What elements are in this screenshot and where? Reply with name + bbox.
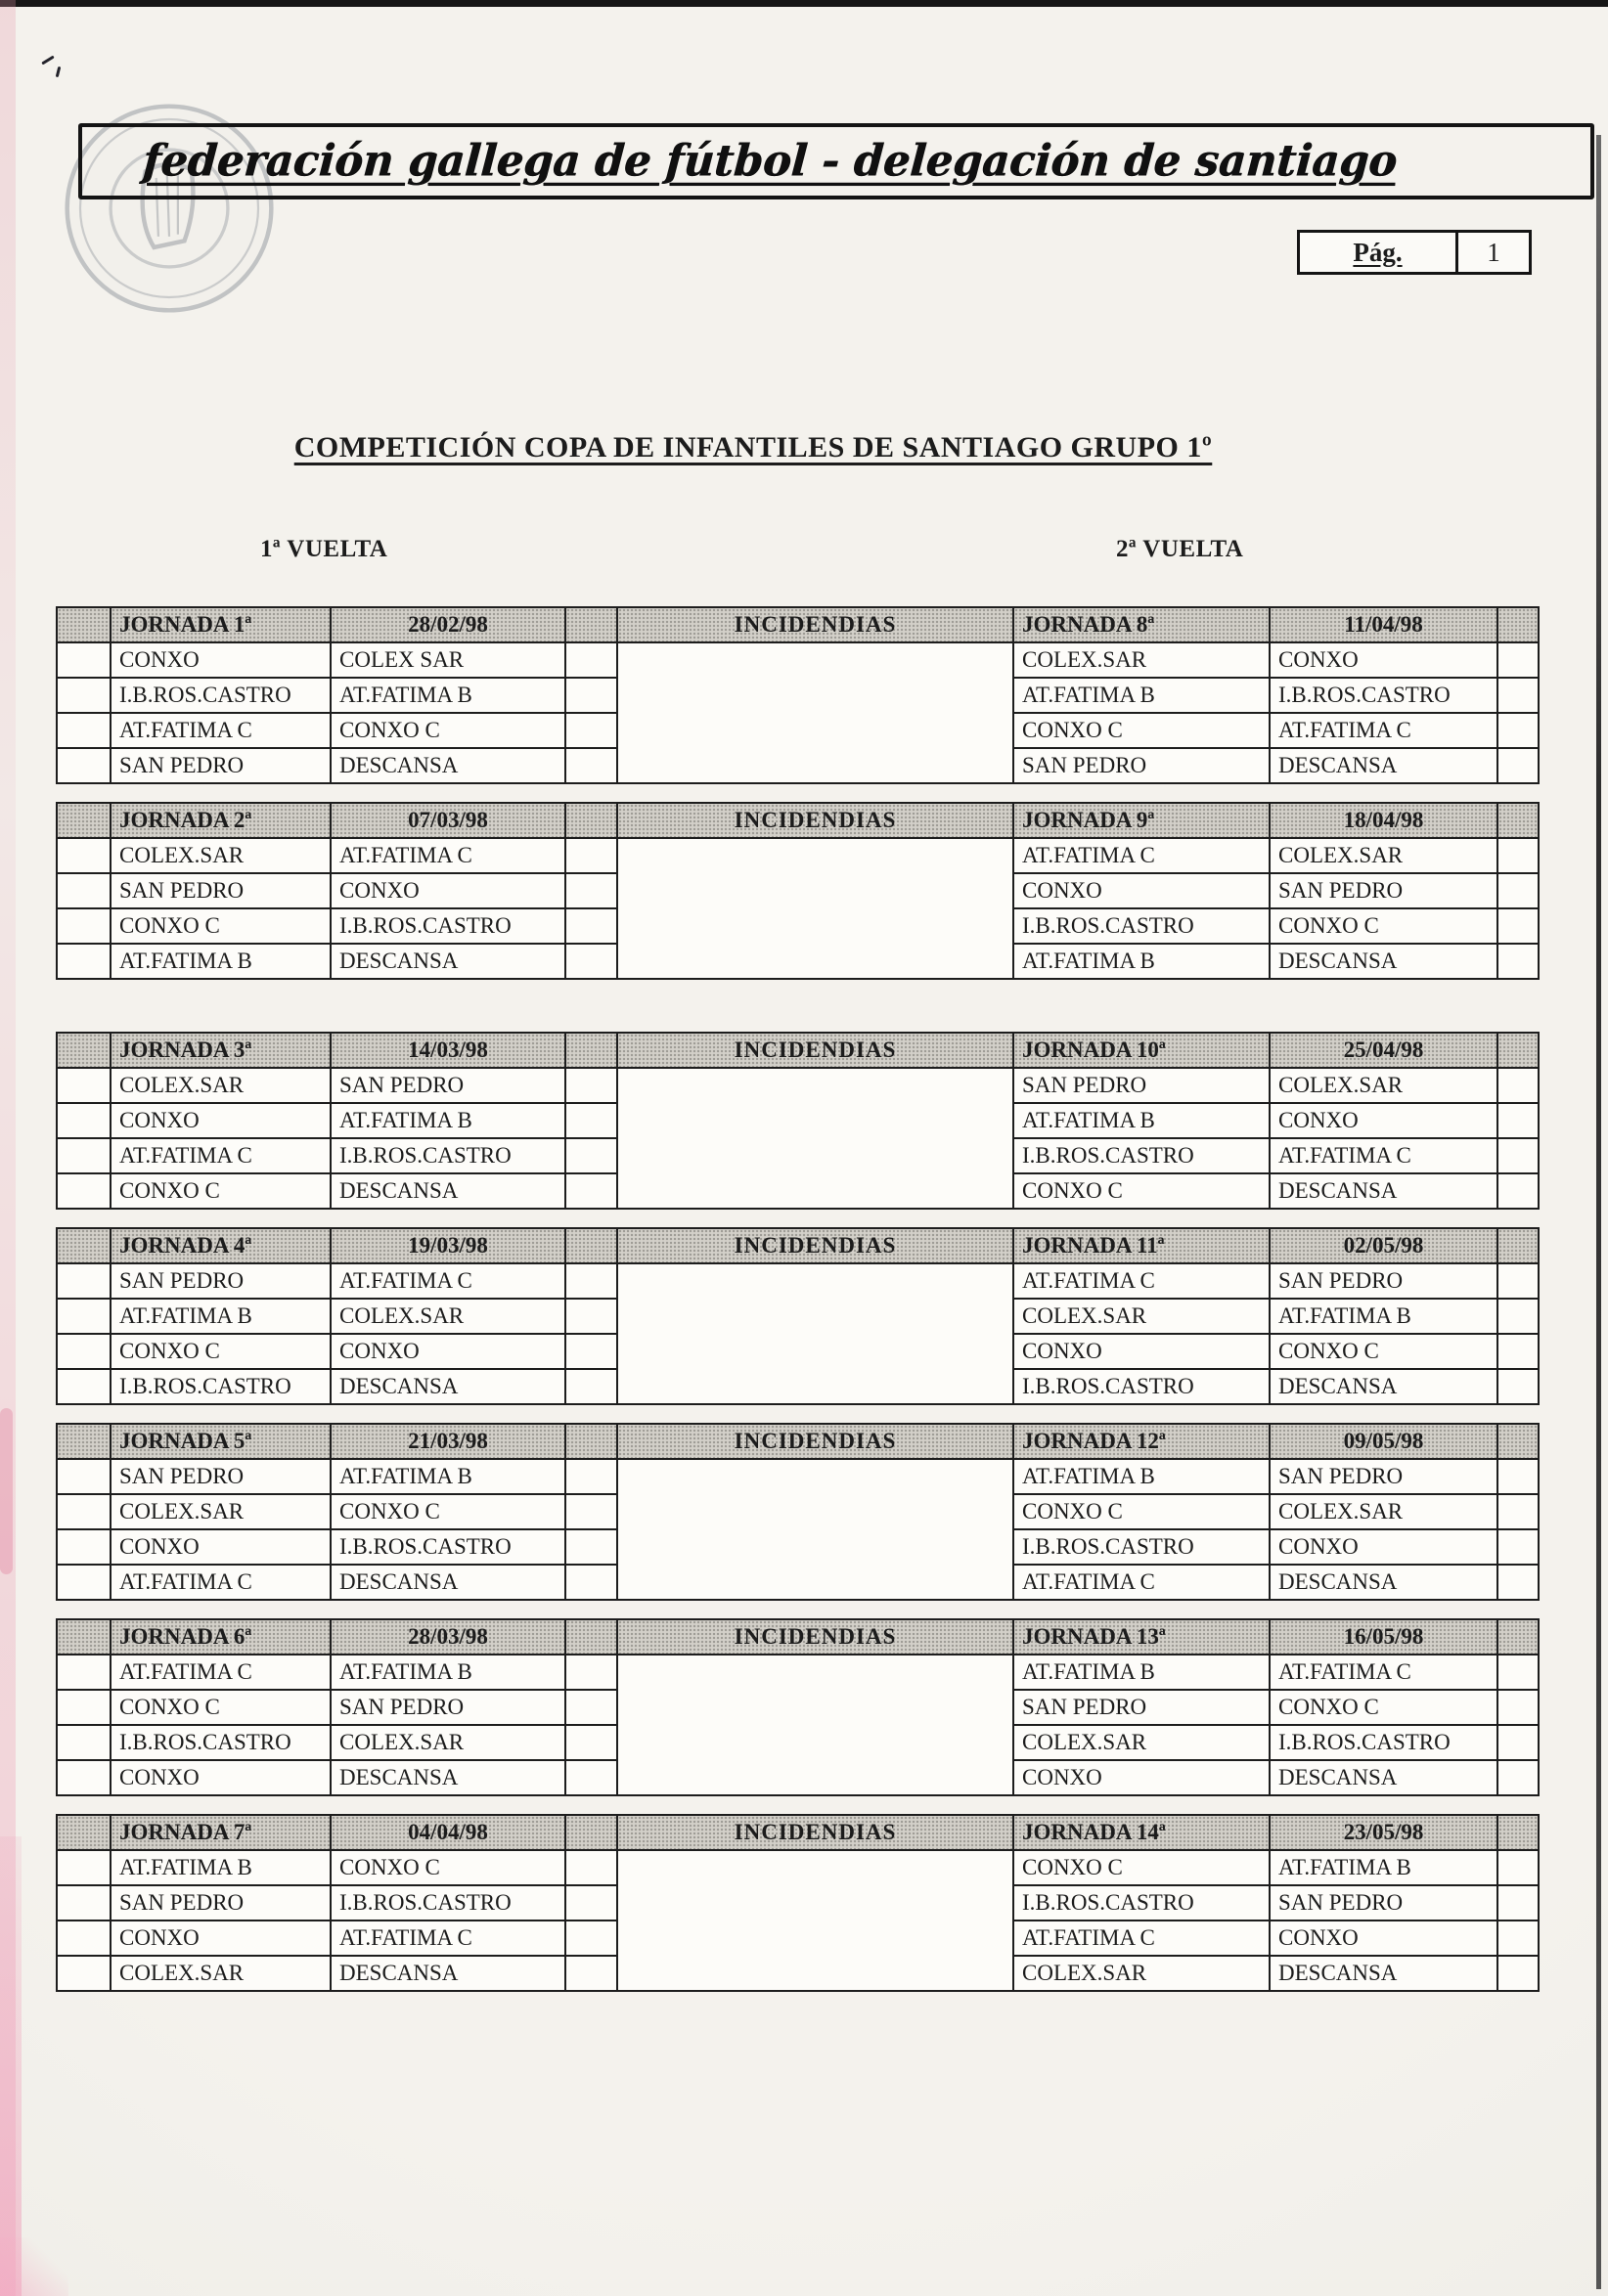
- home-team-right: I.B.ROS.CASTRO: [1013, 1529, 1270, 1565]
- margin-cell: [57, 838, 111, 873]
- home-team-left: SAN PEDRO: [111, 748, 331, 783]
- home-team-right: SAN PEDRO: [1013, 1068, 1270, 1103]
- margin-cell: [57, 748, 111, 783]
- margin-cell: [57, 1263, 111, 1299]
- margin-cell: [57, 908, 111, 944]
- match-row: [57, 642, 1539, 678]
- gap-cell: [565, 1850, 617, 1885]
- jornada-table: [56, 1227, 1540, 1405]
- away-team-left: AT.FATIMA B: [331, 1655, 565, 1690]
- gap-cell: [565, 607, 617, 642]
- home-team-left: CONXO: [111, 1760, 331, 1795]
- home-team-right: COLEX.SAR: [1013, 1956, 1270, 1991]
- federation-banner: [78, 123, 1594, 199]
- gap-cell: [565, 678, 617, 713]
- margin-cell: [1497, 1529, 1539, 1565]
- gap-cell: [565, 1529, 617, 1565]
- margin-cell: [1497, 1334, 1539, 1369]
- away-team-right: COLEX.SAR: [1270, 838, 1497, 873]
- home-team-left: I.B.ROS.CASTRO: [111, 1725, 331, 1760]
- home-team-right: AT.FATIMA C: [1013, 1263, 1270, 1299]
- margin-cell: [1497, 1690, 1539, 1725]
- margin-cell: [1497, 1299, 1539, 1334]
- margin-cell: [57, 1725, 111, 1760]
- margin-cell: [1497, 1565, 1539, 1600]
- jornada-table: [56, 1814, 1540, 1992]
- margin-cell: [1497, 803, 1539, 838]
- home-team-left: CONXO C: [111, 1690, 331, 1725]
- left-jornada-title: JORNADA 4ª: [111, 1228, 331, 1263]
- away-team-right: CONXO C: [1270, 908, 1497, 944]
- margin-cell: [1497, 1956, 1539, 1991]
- gap-cell: [565, 1619, 617, 1655]
- incidents-cell: [617, 838, 1013, 979]
- home-team-right: SAN PEDRO: [1013, 748, 1270, 783]
- right-jornada-title: JORNADA 12ª: [1013, 1424, 1270, 1459]
- home-team-left: CONXO: [111, 1103, 331, 1138]
- home-team-right: CONXO C: [1013, 1173, 1270, 1209]
- gap-cell: [565, 944, 617, 979]
- margin-cell: [57, 1815, 111, 1850]
- home-team-left: AT.FATIMA C: [111, 1655, 331, 1690]
- away-team-left: SAN PEDRO: [331, 1690, 565, 1725]
- match-row: [57, 1459, 1539, 1494]
- away-team-left: DESCANSA: [331, 944, 565, 979]
- match-row: [57, 1655, 1539, 1690]
- right-jornada-date: 02/05/98: [1270, 1228, 1497, 1263]
- home-team-left: SAN PEDRO: [111, 873, 331, 908]
- right-jornada-date: 23/05/98: [1270, 1815, 1497, 1850]
- away-team-right: AT.FATIMA B: [1270, 1850, 1497, 1885]
- margin-cell: [1497, 642, 1539, 678]
- left-jornada-date: 14/03/98: [331, 1033, 565, 1068]
- gap-cell: [565, 1921, 617, 1956]
- home-team-right: COLEX.SAR: [1013, 642, 1270, 678]
- gap-cell: [565, 1690, 617, 1725]
- away-team-right: AT.FATIMA B: [1270, 1299, 1497, 1334]
- gap-cell: [565, 1138, 617, 1173]
- away-team-left: I.B.ROS.CASTRO: [331, 908, 565, 944]
- left-jornada-title: JORNADA 7ª: [111, 1815, 331, 1850]
- margin-cell: [1497, 873, 1539, 908]
- home-team-left: CONXO C: [111, 1173, 331, 1209]
- match-row: [57, 1850, 1539, 1885]
- right-jornada-date: 09/05/98: [1270, 1424, 1497, 1459]
- home-team-left: SAN PEDRO: [111, 1885, 331, 1921]
- margin-cell: [57, 1565, 111, 1600]
- away-team-left: DESCANSA: [331, 1565, 565, 1600]
- match-row: [57, 1263, 1539, 1299]
- away-team-right: SAN PEDRO: [1270, 873, 1497, 908]
- home-team-right: SAN PEDRO: [1013, 1690, 1270, 1725]
- jornada-header-row: [57, 1033, 1539, 1068]
- margin-cell: [1497, 1424, 1539, 1459]
- incidents-header: INCIDENDIAS: [617, 1815, 1013, 1850]
- margin-cell: [57, 713, 111, 748]
- scan-edge-right: [1596, 135, 1601, 2289]
- federation-banner-title: federación gallega de fútbol - delegación de santiago: [141, 136, 1399, 187]
- margin-cell: [57, 1228, 111, 1263]
- home-team-left: AT.FATIMA B: [111, 1299, 331, 1334]
- margin-cell: [57, 1529, 111, 1565]
- home-team-left: COLEX.SAR: [111, 1956, 331, 1991]
- gap-cell: [565, 748, 617, 783]
- jornada-header-row: [57, 1228, 1539, 1263]
- away-team-left: DESCANSA: [331, 1760, 565, 1795]
- away-team-right: AT.FATIMA C: [1270, 713, 1497, 748]
- home-team-left: COLEX.SAR: [111, 1068, 331, 1103]
- jornada-table: [56, 1423, 1540, 1601]
- second-leg-label: 2ª VUELTA: [1116, 536, 1244, 562]
- home-team-right: AT.FATIMA B: [1013, 1103, 1270, 1138]
- home-team-left: COLEX.SAR: [111, 838, 331, 873]
- home-team-left: AT.FATIMA C: [111, 1138, 331, 1173]
- margin-cell: [1497, 908, 1539, 944]
- first-leg-label: 1ª VUELTA: [260, 536, 388, 562]
- home-team-right: AT.FATIMA C: [1013, 1921, 1270, 1956]
- home-team-right: COLEX.SAR: [1013, 1725, 1270, 1760]
- away-team-left: CONXO: [331, 1334, 565, 1369]
- margin-cell: [57, 642, 111, 678]
- right-jornada-date: 11/04/98: [1270, 607, 1497, 642]
- away-team-left: AT.FATIMA B: [331, 678, 565, 713]
- away-team-right: DESCANSA: [1270, 1173, 1497, 1209]
- gap-cell: [565, 838, 617, 873]
- jornada-header-row: [57, 1619, 1539, 1655]
- margin-cell: [1497, 1228, 1539, 1263]
- incidents-header: INCIDENDIAS: [617, 803, 1013, 838]
- right-jornada-title: JORNADA 11ª: [1013, 1228, 1270, 1263]
- home-team-left: CONXO: [111, 1921, 331, 1956]
- margin-cell: [1497, 1173, 1539, 1209]
- home-team-left: AT.FATIMA B: [111, 1850, 331, 1885]
- left-jornada-date: 21/03/98: [331, 1424, 565, 1459]
- margin-cell: [1497, 1921, 1539, 1956]
- home-team-left: SAN PEDRO: [111, 1459, 331, 1494]
- margin-cell: [1497, 944, 1539, 979]
- away-team-right: CONXO: [1270, 1103, 1497, 1138]
- right-jornada-title: JORNADA 13ª: [1013, 1619, 1270, 1655]
- scan-pink-smudge: [0, 1408, 13, 1574]
- margin-cell: [57, 1459, 111, 1494]
- away-team-right: CONXO: [1270, 642, 1497, 678]
- away-team-right: I.B.ROS.CASTRO: [1270, 678, 1497, 713]
- gap-cell: [565, 1334, 617, 1369]
- page-number-box: [1297, 230, 1532, 275]
- margin-cell: [1497, 1850, 1539, 1885]
- home-team-right: I.B.ROS.CASTRO: [1013, 1138, 1270, 1173]
- away-team-left: DESCANSA: [331, 1173, 565, 1209]
- gap-cell: [565, 1760, 617, 1795]
- home-team-left: I.B.ROS.CASTRO: [111, 1369, 331, 1404]
- margin-cell: [57, 1850, 111, 1885]
- margin-cell: [1497, 1725, 1539, 1760]
- jornada-header-row: [57, 607, 1539, 642]
- away-team-right: DESCANSA: [1270, 1565, 1497, 1600]
- away-team-left: I.B.ROS.CASTRO: [331, 1138, 565, 1173]
- home-team-right: AT.FATIMA B: [1013, 1655, 1270, 1690]
- margin-cell: [57, 1173, 111, 1209]
- away-team-right: CONXO: [1270, 1921, 1497, 1956]
- jornada-table: [56, 802, 1540, 980]
- gap-cell: [565, 1173, 617, 1209]
- gap-cell: [565, 1369, 617, 1404]
- away-team-right: COLEX.SAR: [1270, 1068, 1497, 1103]
- margin-cell: [57, 1138, 111, 1173]
- jornada-table: [56, 606, 1540, 784]
- home-team-right: CONXO: [1013, 873, 1270, 908]
- incidents-cell: [617, 1459, 1013, 1600]
- home-team-right: CONXO C: [1013, 1494, 1270, 1529]
- gap-cell: [565, 1956, 617, 1991]
- away-team-left: AT.FATIMA C: [331, 838, 565, 873]
- right-jornada-title: JORNADA 14ª: [1013, 1815, 1270, 1850]
- home-team-right: AT.FATIMA B: [1013, 1459, 1270, 1494]
- right-jornada-title: JORNADA 8ª: [1013, 607, 1270, 642]
- jornada-table: [56, 1032, 1540, 1210]
- gap-cell: [565, 1725, 617, 1760]
- left-jornada-title: JORNADA 3ª: [111, 1033, 331, 1068]
- margin-cell: [57, 1369, 111, 1404]
- left-jornada-title: JORNADA 6ª: [111, 1619, 331, 1655]
- margin-cell: [57, 1690, 111, 1725]
- away-team-right: AT.FATIMA C: [1270, 1138, 1497, 1173]
- margin-cell: [1497, 678, 1539, 713]
- incidents-header: INCIDENDIAS: [617, 1228, 1013, 1263]
- margin-cell: [1497, 713, 1539, 748]
- margin-cell: [1497, 748, 1539, 783]
- away-team-right: DESCANSA: [1270, 1956, 1497, 1991]
- home-team-right: I.B.ROS.CASTRO: [1013, 1369, 1270, 1404]
- home-team-right: AT.FATIMA C: [1013, 1565, 1270, 1600]
- incidents-cell: [617, 1655, 1013, 1795]
- home-team-left: AT.FATIMA C: [111, 713, 331, 748]
- margin-cell: [1497, 1103, 1539, 1138]
- gap-cell: [565, 803, 617, 838]
- margin-cell: [57, 803, 111, 838]
- left-jornada-date: 28/03/98: [331, 1619, 565, 1655]
- pen-mark: [39, 55, 72, 90]
- home-team-left: AT.FATIMA B: [111, 944, 331, 979]
- margin-cell: [1497, 1369, 1539, 1404]
- margin-cell: [57, 1033, 111, 1068]
- away-team-right: DESCANSA: [1270, 1760, 1497, 1795]
- margin-cell: [1497, 1033, 1539, 1068]
- margin-cell: [1497, 838, 1539, 873]
- match-row: [57, 838, 1539, 873]
- incidents-cell: [617, 1068, 1013, 1209]
- gap-cell: [565, 1655, 617, 1690]
- away-team-right: I.B.ROS.CASTRO: [1270, 1725, 1497, 1760]
- margin-cell: [57, 1655, 111, 1690]
- margin-cell: [1497, 1263, 1539, 1299]
- match-row: [57, 1068, 1539, 1103]
- margin-cell: [1497, 1885, 1539, 1921]
- margin-cell: [57, 944, 111, 979]
- left-jornada-date: 07/03/98: [331, 803, 565, 838]
- away-team-left: AT.FATIMA B: [331, 1103, 565, 1138]
- left-jornada-date: 04/04/98: [331, 1815, 565, 1850]
- margin-cell: [57, 1103, 111, 1138]
- margin-cell: [1497, 1655, 1539, 1690]
- jornada-header-row: [57, 803, 1539, 838]
- margin-cell: [1497, 1760, 1539, 1795]
- away-team-left: DESCANSA: [331, 748, 565, 783]
- away-team-right: CONXO: [1270, 1529, 1497, 1565]
- margin-cell: [1497, 1619, 1539, 1655]
- home-team-right: AT.FATIMA B: [1013, 944, 1270, 979]
- home-team-right: AT.FATIMA C: [1013, 838, 1270, 873]
- away-team-left: DESCANSA: [331, 1369, 565, 1404]
- scan-edge-top: [0, 0, 1608, 7]
- margin-cell: [57, 607, 111, 642]
- left-jornada-title: JORNADA 5ª: [111, 1424, 331, 1459]
- margin-cell: [57, 873, 111, 908]
- away-team-right: DESCANSA: [1270, 944, 1497, 979]
- left-jornada-date: 28/02/98: [331, 607, 565, 642]
- margin-cell: [1497, 1494, 1539, 1529]
- gap-cell: [565, 1299, 617, 1334]
- away-team-left: DESCANSA: [331, 1956, 565, 1991]
- away-team-left: CONXO C: [331, 1850, 565, 1885]
- margin-cell: [57, 678, 111, 713]
- gap-cell: [565, 1228, 617, 1263]
- away-team-left: COLEX.SAR: [331, 1299, 565, 1334]
- home-team-left: CONXO C: [111, 908, 331, 944]
- incidents-header: INCIDENDIAS: [617, 607, 1013, 642]
- jornada-blocks: [56, 606, 1538, 2009]
- margin-cell: [57, 1921, 111, 1956]
- scan-pink-smudge-bottom: [0, 1836, 22, 2296]
- away-team-left: CONXO: [331, 873, 565, 908]
- left-jornada-title: JORNADA 1ª: [111, 607, 331, 642]
- away-team-right: SAN PEDRO: [1270, 1459, 1497, 1494]
- away-team-right: DESCANSA: [1270, 1369, 1497, 1404]
- left-jornada-title: JORNADA 2ª: [111, 803, 331, 838]
- incidents-header: INCIDENDIAS: [617, 1033, 1013, 1068]
- margin-cell: [57, 1424, 111, 1459]
- away-team-left: I.B.ROS.CASTRO: [331, 1529, 565, 1565]
- away-team-left: AT.FATIMA C: [331, 1263, 565, 1299]
- margin-cell: [1497, 1459, 1539, 1494]
- margin-cell: [57, 1760, 111, 1795]
- gap-cell: [565, 1565, 617, 1600]
- home-team-left: COLEX.SAR: [111, 1494, 331, 1529]
- home-team-right: CONXO C: [1013, 713, 1270, 748]
- away-team-left: AT.FATIMA C: [331, 1921, 565, 1956]
- home-team-left: AT.FATIMA C: [111, 1565, 331, 1600]
- home-team-left: SAN PEDRO: [111, 1263, 331, 1299]
- incidents-cell: [617, 1263, 1013, 1404]
- gap-cell: [565, 1103, 617, 1138]
- gap-cell: [565, 1459, 617, 1494]
- jornada-header-row: [57, 1424, 1539, 1459]
- margin-cell: [57, 1299, 111, 1334]
- page-number-label: Pág.: [1300, 233, 1458, 272]
- gap-cell: [565, 873, 617, 908]
- page-title: COMPETICIÓN COPA DE INFANTILES DE SANTIAGO GRUPO 1º: [293, 431, 1213, 464]
- away-team-right: SAN PEDRO: [1270, 1263, 1497, 1299]
- gap-cell: [565, 1263, 617, 1299]
- scan-pink-corner: [0, 2237, 68, 2296]
- margin-cell: [57, 1494, 111, 1529]
- gap-cell: [565, 1068, 617, 1103]
- gap-cell: [565, 908, 617, 944]
- gap-cell: [565, 1424, 617, 1459]
- home-team-left: CONXO: [111, 642, 331, 678]
- right-jornada-date: 25/04/98: [1270, 1033, 1497, 1068]
- home-team-right: CONXO: [1013, 1334, 1270, 1369]
- right-jornada-date: 16/05/98: [1270, 1619, 1497, 1655]
- gap-cell: [565, 642, 617, 678]
- right-jornada-title: JORNADA 10ª: [1013, 1033, 1270, 1068]
- gap-cell: [565, 1494, 617, 1529]
- away-team-right: COLEX.SAR: [1270, 1494, 1497, 1529]
- incidents-cell: [617, 642, 1013, 783]
- away-team-left: COLEX.SAR: [331, 1725, 565, 1760]
- gap-cell: [565, 1815, 617, 1850]
- away-team-right: DESCANSA: [1270, 748, 1497, 783]
- page-number-value: 1: [1487, 237, 1500, 267]
- gap-cell: [565, 713, 617, 748]
- home-team-right: CONXO: [1013, 1760, 1270, 1795]
- away-team-left: I.B.ROS.CASTRO: [331, 1885, 565, 1921]
- away-team-left: CONXO C: [331, 713, 565, 748]
- margin-cell: [57, 1619, 111, 1655]
- home-team-right: CONXO C: [1013, 1850, 1270, 1885]
- margin-cell: [57, 1068, 111, 1103]
- away-team-right: CONXO C: [1270, 1690, 1497, 1725]
- margin-cell: [1497, 1068, 1539, 1103]
- incidents-cell: [617, 1850, 1013, 1991]
- home-team-left: CONXO C: [111, 1334, 331, 1369]
- away-team-left: AT.FATIMA B: [331, 1459, 565, 1494]
- margin-cell: [57, 1885, 111, 1921]
- incidents-header: INCIDENDIAS: [617, 1424, 1013, 1459]
- incidents-header: INCIDENDIAS: [617, 1619, 1013, 1655]
- away-team-right: AT.FATIMA C: [1270, 1655, 1497, 1690]
- margin-cell: [1497, 607, 1539, 642]
- margin-cell: [57, 1334, 111, 1369]
- away-team-left: SAN PEDRO: [331, 1068, 565, 1103]
- away-team-left: COLEX SAR: [331, 642, 565, 678]
- home-team-left: I.B.ROS.CASTRO: [111, 678, 331, 713]
- margin-cell: [1497, 1138, 1539, 1173]
- home-team-right: COLEX.SAR: [1013, 1299, 1270, 1334]
- margin-cell: [57, 1956, 111, 1991]
- home-team-left: CONXO: [111, 1529, 331, 1565]
- away-team-left: CONXO C: [331, 1494, 565, 1529]
- away-team-right: CONXO C: [1270, 1334, 1497, 1369]
- home-team-right: I.B.ROS.CASTRO: [1013, 908, 1270, 944]
- gap-cell: [565, 1033, 617, 1068]
- right-jornada-title: JORNADA 9ª: [1013, 803, 1270, 838]
- home-team-right: AT.FATIMA B: [1013, 678, 1270, 713]
- left-jornada-date: 19/03/98: [331, 1228, 565, 1263]
- jornada-header-row: [57, 1815, 1539, 1850]
- away-team-right: SAN PEDRO: [1270, 1885, 1497, 1921]
- home-team-right: I.B.ROS.CASTRO: [1013, 1885, 1270, 1921]
- right-jornada-date: 18/04/98: [1270, 803, 1497, 838]
- margin-cell: [1497, 1815, 1539, 1850]
- jornada-table: [56, 1618, 1540, 1796]
- gap-cell: [565, 1885, 617, 1921]
